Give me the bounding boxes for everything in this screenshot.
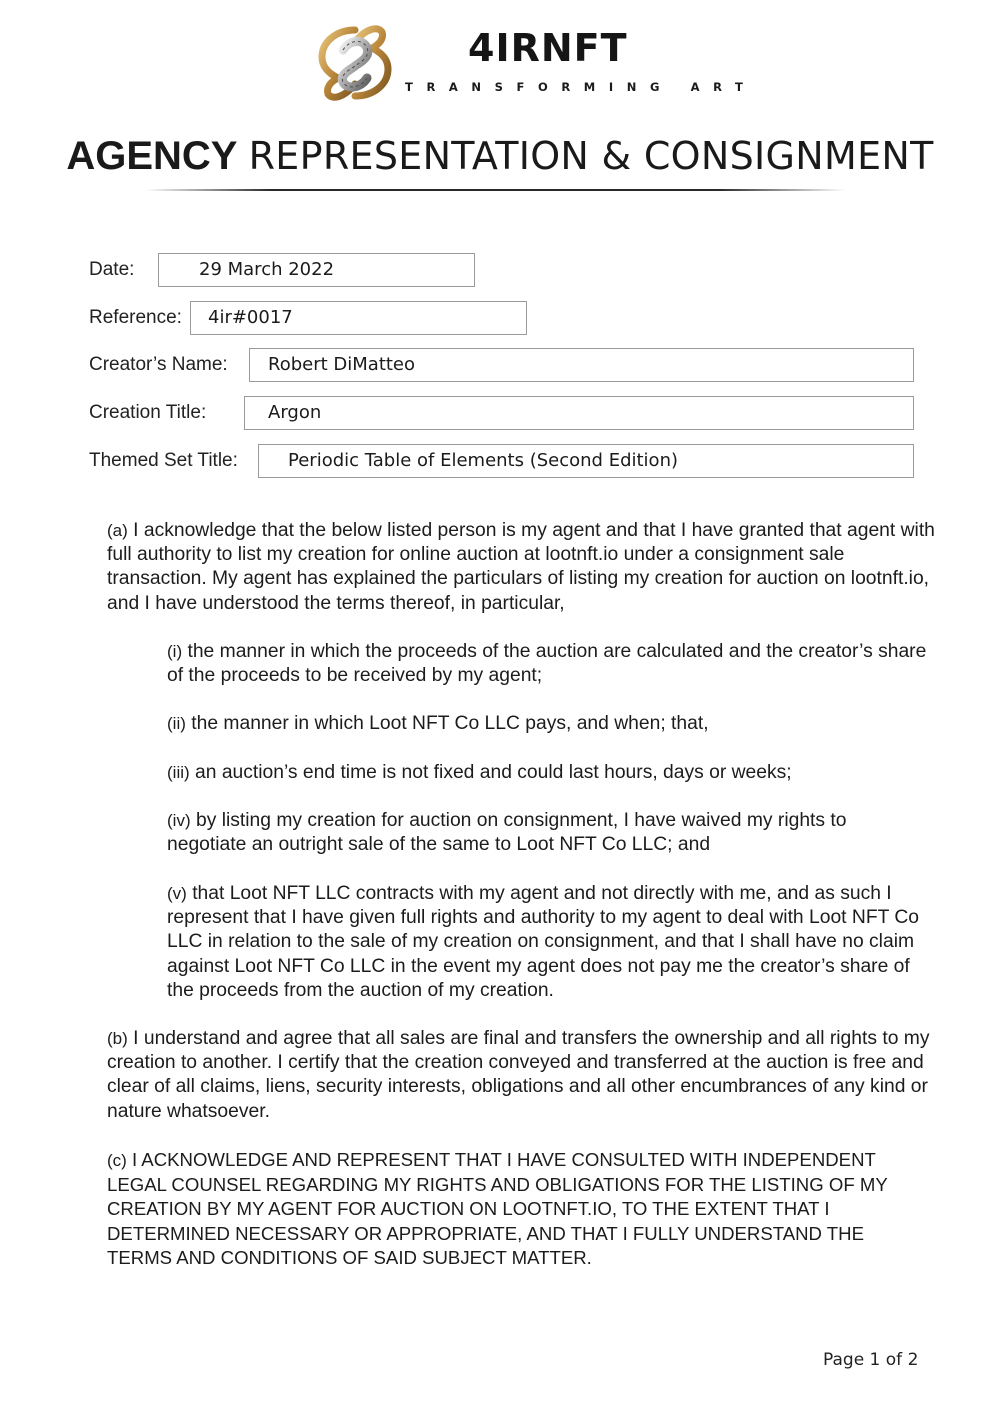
- clause-a-ii-text: the manner in which Loot NFT Co LLC pays, and when; that,: [191, 713, 709, 734]
- page-number: Page 1 of 2: [823, 1350, 919, 1370]
- clause-a-i-marker: (i): [167, 642, 183, 661]
- clause-a-v-text: that Loot NFT LLC contracts with my agent and not directly with me, and as such I represent that I have given full rights and authority to my agent to deal with Loot NFT Co LLC in relation to the sale of my creation on consignment, and that I shall have no claim against Loot NFT Co LLC in the event my agent does not pay me the creator’s share of the proceeds from the auction of my creation.: [167, 883, 920, 1001]
- infinity-seal-logo-icon: [316, 24, 394, 102]
- clause-a-iv-text: by listing my creation for auction on consignment, I have waived my rights to negotiate an outright sale of the same to Loot NFT Co LLC; and: [167, 810, 847, 856]
- clause-a-iii-marker: (iii): [167, 763, 190, 782]
- clause-a-iv-marker: (iv): [167, 811, 191, 830]
- clause-a-ii: [167, 712, 927, 736]
- brand-name: 4IRNFT: [468, 26, 628, 70]
- clause-c-marker: (c): [107, 1151, 127, 1170]
- brand-tagline: TRANSFORMING ART: [405, 80, 757, 94]
- reference-field[interactable]: 4ir#0017: [190, 301, 527, 335]
- clause-a: [107, 519, 937, 616]
- clause-b: [107, 1027, 937, 1124]
- creator-name-label: Creator’s Name:: [89, 354, 228, 375]
- creator-name-field[interactable]: Robert DiMatteo: [249, 348, 914, 382]
- clause-a-v-marker: (v): [167, 884, 187, 903]
- clause-b-text: I understand and agree that all sales are final and transfers the ownership and all rights to my creation to another. I certify that the creation conveyed and transferred at the auction is free and clear of all claims, liens, security interests, obligations and all other encumbrances of any kind or nature whatsoever.: [107, 1028, 930, 1122]
- themed-set-title-field[interactable]: Periodic Table of Elements (Second Edition): [258, 444, 914, 478]
- clause-a-ii-marker: (ii): [167, 714, 186, 733]
- clause-c: [107, 1148, 907, 1270]
- clause-c-text: I ACKNOWLEDGE AND REPRESENT THAT I HAVE CONSULTED WITH INDEPENDENT LEGAL COUNSEL REGARDING MY RIGHTS AND OBLIGATIONS FOR THE LISTING OF MY CREATION BY MY AGENT FOR AUCTION ON LOOTNFT.IO, TO THE EXTENT THAT I DETERMINED NECESSARY OR APPROPRIATE, AND THAT I FULLY UNDERSTAND THE TERMS AND CONDITIONS OF SAID SUBJECT MATTER.: [107, 1149, 888, 1268]
- document-title: [0, 134, 1000, 179]
- clause-a-marker: (a): [107, 521, 128, 540]
- document-title-rest: REPRESENTATION & CONSIGNMENT: [248, 134, 934, 178]
- clause-a-i-text: the manner in which the proceeds of the auction are calculated and the creator’s share of the proceeds to be received by my agent;: [167, 641, 927, 687]
- clause-a-text: I acknowledge that the below listed person is my agent and that I have granted that agent with full authority to list my creation for online auction at lootnft.io under a consignment sale transaction. My agent has explained the particulars of listing my creation for auction on lootnft.io, and I have understood the terms thereof, in particular,: [107, 520, 935, 614]
- clause-a-iii-text: an auction’s end time is not fixed and could last hours, days or weeks;: [195, 762, 792, 783]
- themed-set-title-label: Themed Set Title:: [89, 450, 238, 471]
- creation-title-label: Creation Title:: [89, 402, 207, 423]
- clause-a-v: [167, 882, 932, 1003]
- clause-b-marker: (b): [107, 1029, 128, 1048]
- clause-a-iv: [167, 809, 912, 857]
- clause-a-i: [167, 640, 927, 688]
- reference-label: Reference:: [89, 307, 182, 328]
- clause-a-iii: [167, 761, 927, 785]
- date-label: Date:: [89, 259, 135, 280]
- creation-title-field[interactable]: Argon: [244, 396, 914, 430]
- title-divider: [145, 189, 845, 191]
- document-title-bold: AGENCY: [66, 134, 238, 178]
- date-field[interactable]: 29 March 2022: [158, 253, 475, 287]
